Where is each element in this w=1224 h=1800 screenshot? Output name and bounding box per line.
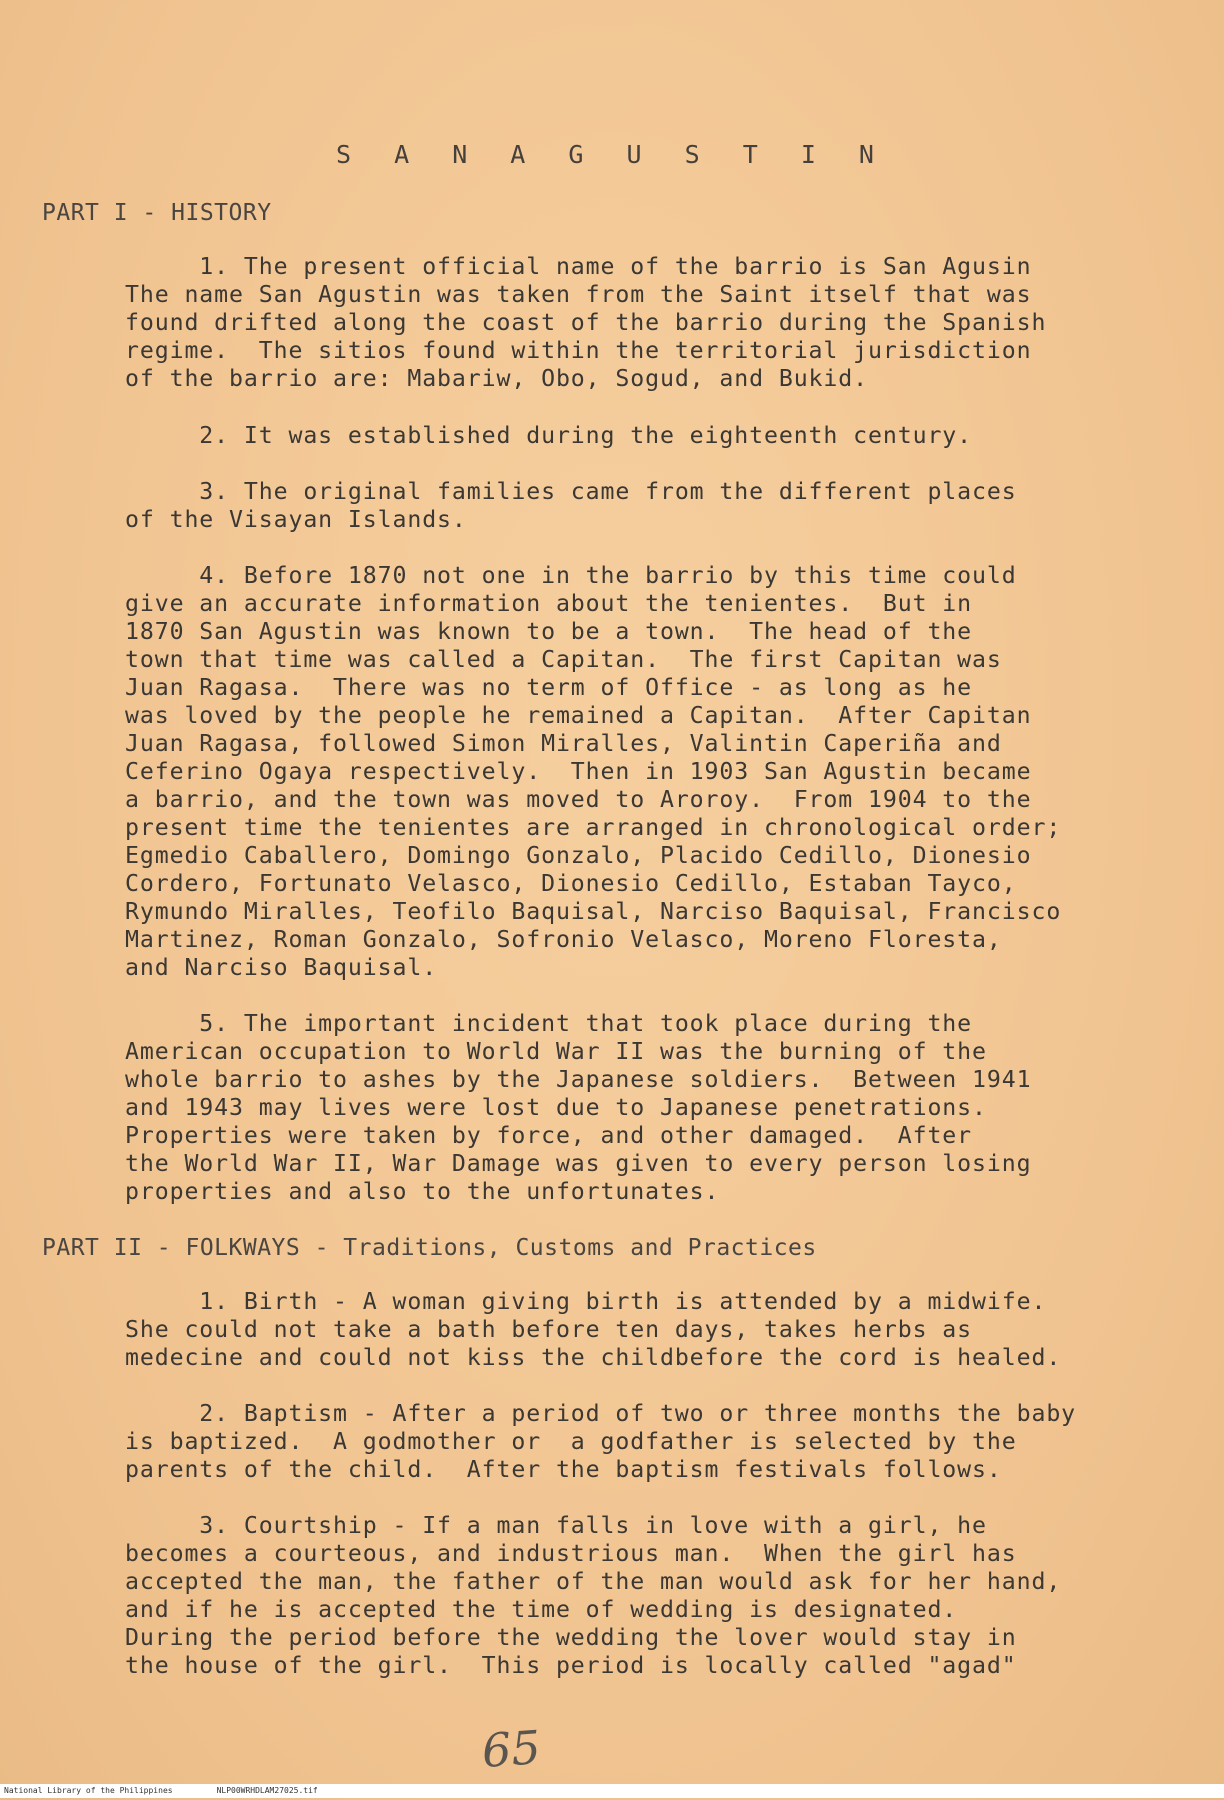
footer-library: National Library of the Philippines [4,1786,173,1795]
archive-footer [0,1784,1224,1798]
history-paragraph-3: 3. The original families came from the different places of the Visayan Islands. [125,478,1017,533]
folkways-baptism: 2. Baptism - After a period of two or three months the baby is baptized. A godmother or a godfather is selected by the parents of the child. After the baptism festivals follows. [125,1400,1077,1483]
folkways-courtship: 3. Courtship - If a man falls in love with a girl, he becomes a courteous, and industrious man. When the girl has accepted the man, the father of the man would ask for her hand, and if he is accepted the time of wedding is designated. During the period before the wedding the lover would stay in the house of the girl. This period is locally called "agad" [125,1512,1062,1679]
page-title: S A N A G U S T I N [336,140,888,169]
page-number: 65 [480,1720,543,1778]
part1-heading: PART I - HISTORY [42,200,272,226]
folkways-birth: 1. Birth - A woman giving birth is attended by a midwife. She could not take a bath before ten days, takes herbs as medecine and could not kiss the childbefore the cord is healed. [125,1288,1062,1371]
history-paragraph-5: 5. The important incident that took place during the American occupation to World War II was the burning of the whole barrio to ashes by the Japanese soldiers. Between 1941 and 1943 may lives were lost due to Japanese penetrations. Properties were taken by force, and other damaged. After the World War II, War Damage was given to every person losing properties and also to the unfortunates. [125,1010,1032,1205]
footer-file: NLP00WRHDLAM27025.tif [216,1786,318,1795]
history-paragraph-2: 2. It was established during the eighteenth century. [125,422,973,449]
history-paragraph-1: 1. The present official name of the barrio is San Agusin The name San Agustin was taken from the Saint itself that was found drifted along the coast of the barrio during the Spanish regime. The sitios found within the territorial jurisdiction of the barrio are: Mabariw, Obo, Sogud, and Bukid. [125,253,1047,392]
part2-heading: PART II - FOLKWAYS - Traditions, Customs and Practices [42,1235,817,1261]
history-paragraph-4: 4. Before 1870 not one in the barrio by this time could give an accurate information about the tenientes. But in 1870 San Agustin was known to be a town. The head of the town that time was called a Capitan. The first Capitan was Juan Ragasa. There was no term of Office - as long as he was loved by the people he remained a Capitan. After Capitan Juan Ragasa, followed Simon Miralles, Valintin Caperiña and Ceferino Ogaya respectively. Then in 1903 San Agustin became a barrio, and the town was moved to Aroroy. From 1904 to the present time the tenientes are arranged in chronological order; Egmedio Caballero, Domingo Gonzalo, Placido Cedillo, Dionesio Cordero, Fortunato Velasco, Dionesio Cedillo, Estaban Tayco, Rymundo Miralles, Teofilo Baquisal, Narciso Baquisal, Francisco Martinez, Roman Gonzalo, Sofronio Velasco, Moreno Floresta, and Narciso Baquisal. [125,562,1062,981]
